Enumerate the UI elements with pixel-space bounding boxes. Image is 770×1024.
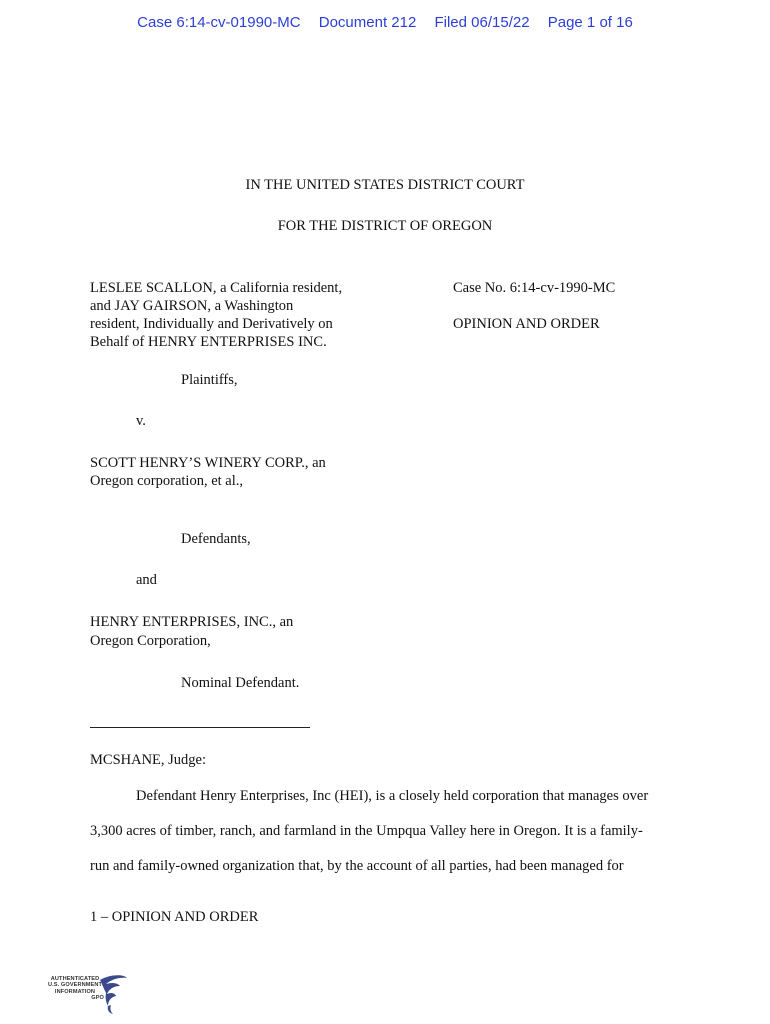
- court-title: IN THE UNITED STATES DISTRICT COURT: [245, 177, 525, 193]
- body-paragraph-line: run and family-owned organization that, by the account of all parties, had been managed for: [90, 858, 624, 874]
- header-page: Page 1 of 16: [547, 14, 633, 31]
- body-paragraph-line: 3,300 acres of timber, ranch, and farmland in the Umpqua Valley here in Oregon. It is a family-: [90, 823, 643, 839]
- defendants-line: Oregon corporation, et al.,: [90, 473, 244, 489]
- gpo-authentication-logo: [44, 972, 134, 1016]
- page-footer: 1 – OPINION AND ORDER: [90, 909, 259, 925]
- body-paragraph-line: Defendant Henry Enterprises, Inc (HEI), is a closely held corporation that manages over: [136, 788, 649, 804]
- eagle-icon: [96, 972, 130, 1016]
- plaintiffs-line: Behalf of HENRY ENTERPRISES INC.: [90, 334, 327, 350]
- gpo-logo-text: AUTHENTICATED U.S. GOVERNMENT INFORMATION GPO: [47, 976, 104, 1002]
- header-document: Document 212: [318, 14, 417, 31]
- plaintiffs-line: resident, Individually and Derivatively on: [90, 316, 333, 332]
- judge-line: MCSHANE, Judge:: [90, 752, 207, 768]
- and-label: and: [136, 572, 157, 588]
- docket-header: [0, 14, 770, 31]
- header-filed: Filed 06/15/22: [434, 14, 530, 31]
- document-title: OPINION AND ORDER: [453, 316, 600, 332]
- versus: v.: [136, 413, 146, 429]
- defendants-label: Defendants,: [181, 531, 251, 547]
- case-number: Case No. 6:14-cv-1990-MC: [453, 280, 616, 296]
- court-district: FOR THE DISTRICT OF OREGON: [277, 218, 493, 234]
- nominal-label: Nominal Defendant.: [181, 675, 300, 691]
- plaintiffs-label: Plaintiffs,: [181, 372, 238, 388]
- caption-divider: [90, 727, 310, 728]
- defendants-line: SCOTT HENRY’S WINERY CORP., an: [90, 455, 326, 471]
- plaintiffs-line: LESLEE SCALLON, a California resident,: [90, 280, 343, 296]
- header-case: Case 6:14-cv-01990-MC: [137, 14, 301, 31]
- nominal-line: HENRY ENTERPRISES, INC., an: [90, 614, 294, 630]
- plaintiffs-line: and JAY GAIRSON, a Washington: [90, 298, 294, 314]
- nominal-line: Oregon Corporation,: [90, 633, 211, 649]
